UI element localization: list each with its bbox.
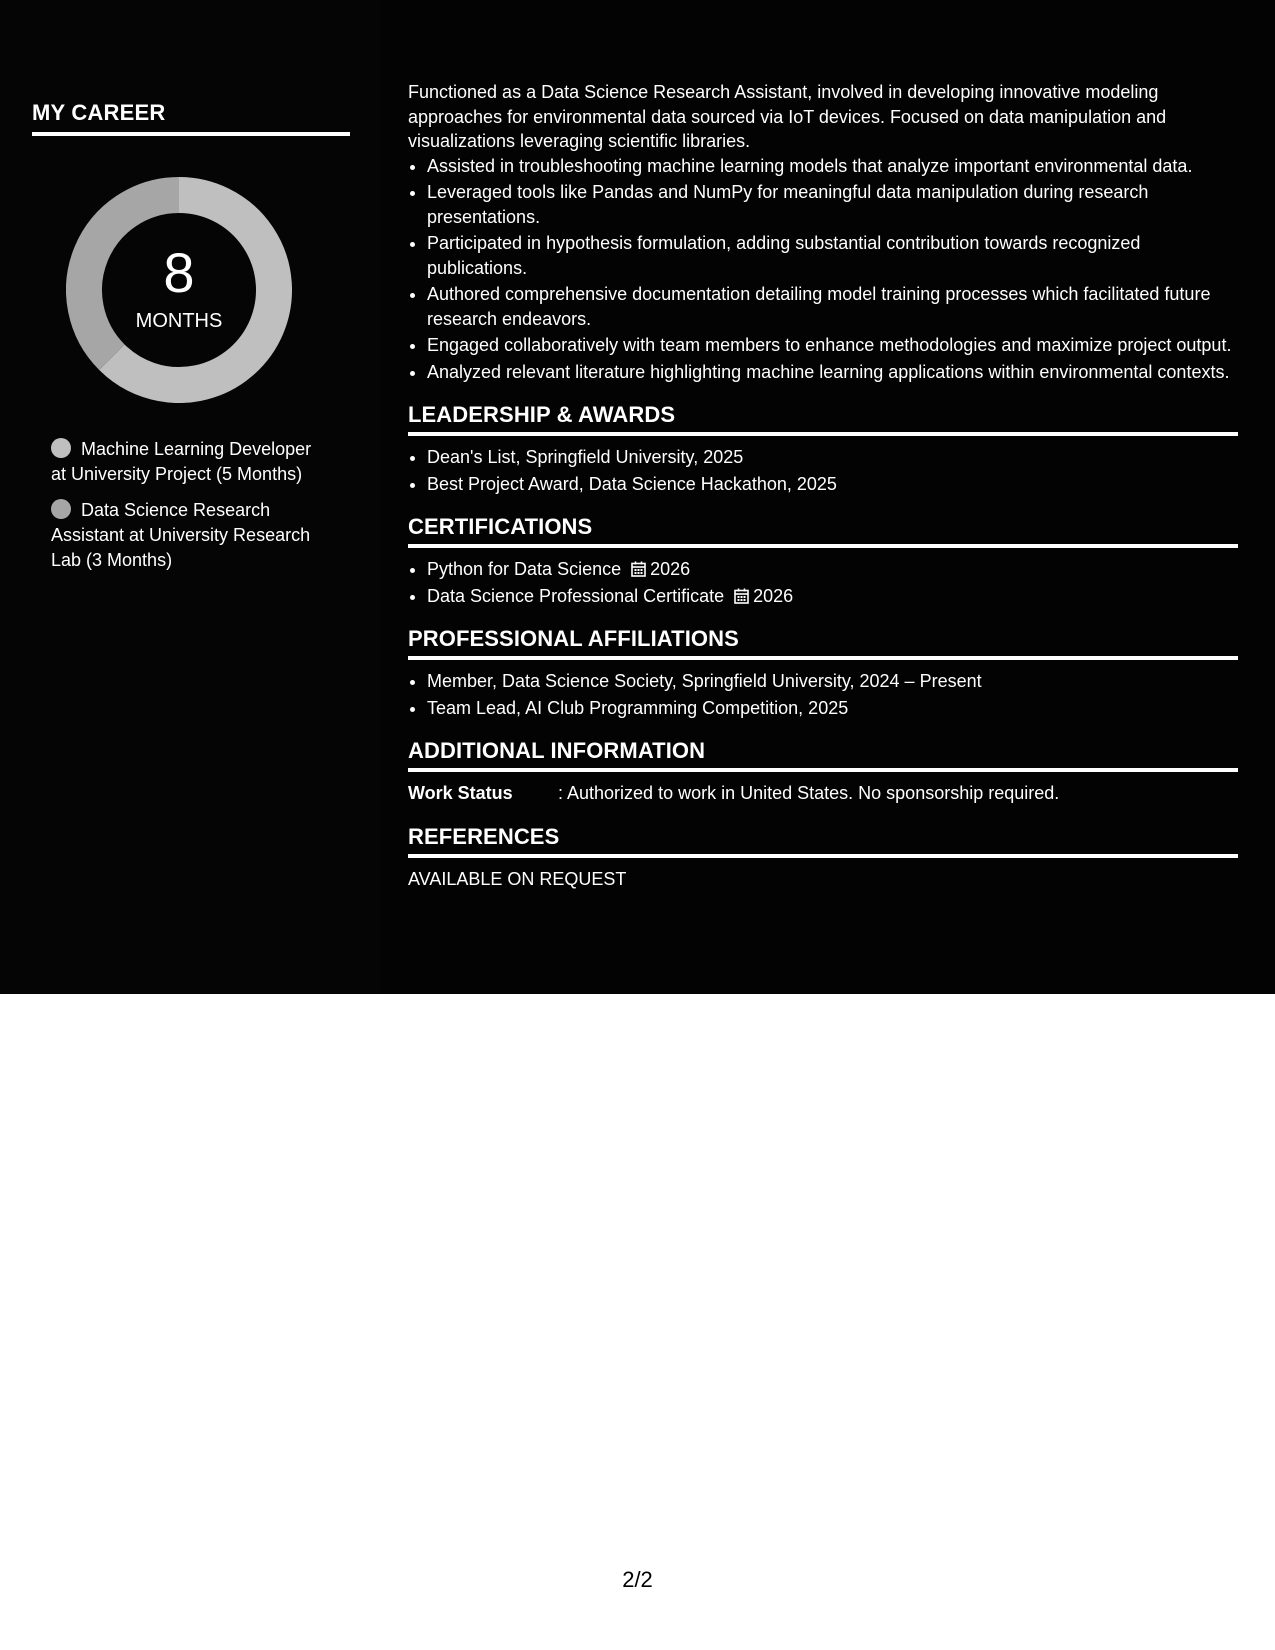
additional-info-title: ADDITIONAL INFORMATION	[408, 737, 1238, 772]
calendar-icon	[734, 588, 749, 604]
list-item: • Authored comprehensive documentation detailing model training processes which facilitated future research endeavors.	[427, 282, 1238, 331]
certifications-list	[408, 557, 1238, 608]
list-item: • Leveraged tools like Pandas and NumPy for meaningful data manipulation during research presentations.	[427, 180, 1238, 229]
affiliations-title: PROFESSIONAL AFFILIATIONS	[408, 625, 1238, 660]
list-item: • Assisted in troubleshooting machine learning models that analyze important environmental data.	[427, 154, 1238, 179]
certifications-title: CERTIFICATIONS	[408, 513, 1238, 548]
career-donut-chart	[66, 177, 292, 403]
calendar-icon	[631, 561, 646, 577]
legend-label: Machine Learning Developer at University Project (5 Months)	[51, 439, 312, 484]
career-legend	[51, 437, 331, 584]
work-status-label: Work Status	[408, 783, 513, 803]
list-item: • Analyzed relevant literature highlighting machine learning applications within environmental contexts.	[427, 360, 1238, 385]
affiliations-list	[408, 669, 1238, 720]
list-item: • Engaged collaboratively with team members to enhance methodologies and maximize project output.	[427, 333, 1238, 358]
list-item: • Team Lead, AI Club Programming Competition, 2025	[427, 696, 1238, 721]
career-title: MY CAREER	[32, 100, 350, 136]
page-number: 2/2	[622, 1567, 653, 1592]
legend-item	[51, 498, 331, 573]
career-sidebar	[0, 0, 380, 994]
legend-dot	[51, 438, 71, 458]
legend-item	[51, 437, 331, 487]
resume-main-column	[408, 80, 1238, 891]
legend-dot	[51, 499, 71, 519]
work-status-value: : Authorized to work in United States. No sponsorship required.	[558, 783, 1060, 803]
work-status-row	[408, 781, 1238, 806]
donut-unit: MONTHS	[135, 310, 223, 332]
certification-name: Data Science Professional Certificate	[427, 585, 725, 606]
donut-total: 8	[163, 241, 195, 304]
list-item: • Best Project Award, Data Science Hackathon, 2025	[427, 472, 1238, 497]
references-text: AVAILABLE ON REQUEST	[408, 868, 627, 889]
experience-summary: Functioned as a Data Science Research Assistant, involved in developing innovative modeling approaches for environmental data sourced via IoT devices. Focused on data manipulation and visualizations leveraging scientific libraries.	[408, 82, 1167, 151]
certification-item	[427, 584, 1238, 609]
legend-label: Data Science Research Assistant at University Research Lab (3 Months)	[51, 500, 311, 570]
list-item: • Member, Data Science Society, Springfield University, 2024 – Present	[427, 669, 1238, 694]
experience-bullets	[408, 154, 1238, 385]
leadership-list	[408, 445, 1238, 496]
list-item: • Participated in hypothesis formulation, adding substantial contribution towards recognized publications.	[427, 231, 1238, 280]
list-item: • Dean's List, Springfield University, 2025	[427, 445, 1238, 470]
references-title: REFERENCES	[408, 823, 1238, 858]
certification-item	[427, 557, 1238, 582]
certification-year: 2026	[753, 585, 794, 606]
certification-year: 2026	[650, 559, 691, 579]
leadership-title: LEADERSHIP & AWARDS	[408, 401, 1238, 436]
certification-name: Python for Data Science	[427, 559, 622, 579]
